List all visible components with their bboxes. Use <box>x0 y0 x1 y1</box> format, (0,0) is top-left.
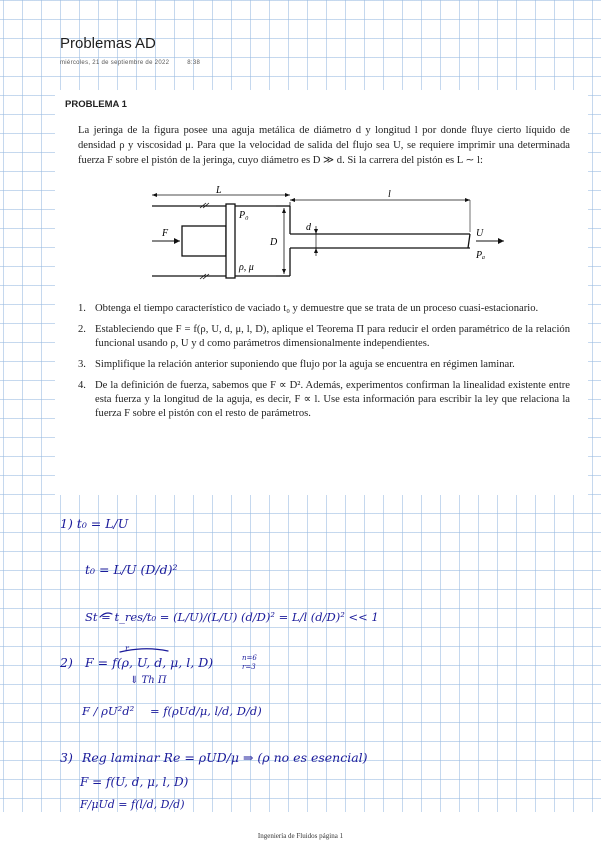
task-item: 2. Estableciendo que F = f(ρ, U, d, μ, l, D), aplique el Teorema Π para reducir el orden paramétrico de la relación funcional usando ρ, U y d como parámetros dimensionalmente independientes. <box>78 324 570 349</box>
hw-line-7-label: 3) <box>60 750 73 765</box>
hw-line-4-sup2: r=3 <box>242 663 256 671</box>
hw-line-6-rhs: = f(ρUd/μ, l/d, D/d) <box>150 704 262 718</box>
page-title: Problemas AD <box>60 35 156 52</box>
page-footer: Ingeniería de Fluidos página 1 <box>257 832 344 840</box>
hw-line-8: F = f(U, d, μ, l, D) <box>80 775 189 789</box>
hw-line-4-sup: n=6 <box>242 654 257 662</box>
label-F: F <box>162 228 169 239</box>
label-L: L <box>216 186 222 196</box>
hw-line-7: Reg laminar Re = ρUD/μ ⇒ (ρ no es esencial) <box>82 750 368 765</box>
task-item: 3. Simplifique la relación anterior suponiendo que flujo por la aguja se encuentra en régimen laminar. <box>78 359 515 370</box>
problem-intro: La jeringa de la figura posee una aguja metálica de diámetro d y longitud l por donde fluye cierto líquido de densidad ρ y viscosidad μ. Para que la velocidad de salida del flujo sea U, se requiere imprimir una determinada fuerza F sobre el pistón de la jeringa, cuyo diámetro es D ≫ d. Si la carrera del pistón es L ∼ l: <box>78 125 570 166</box>
page-date: miércoles, 21 de septiembre de 2022 <box>60 60 170 66</box>
hw-line-6-lhs: F / ρU²d² <box>82 704 135 718</box>
hw-line-4-label: 2) <box>60 655 73 670</box>
label-d: d <box>306 222 311 233</box>
page-time: 8:38 <box>187 60 201 66</box>
label-rho-mu: ρ, μ <box>239 262 254 273</box>
task-item: 1. Obtenga el tiempo característico de vaciado t₀ y demuestre que se trata de un proceso cuasi-estacionario. <box>78 303 539 314</box>
hw-line-5: ⇓ Th Π <box>130 675 167 686</box>
hw-line-3: St = t_res/t₀ = (L/U)/(L/U) (d/D)² = L/l (d/D)² << 1 <box>85 610 379 624</box>
label-l: l <box>388 189 391 200</box>
label-U: U <box>476 228 484 239</box>
label-D: D <box>270 237 278 248</box>
problem-header: PROBLEMA 1 <box>65 99 127 110</box>
label-Po: P₀ <box>239 210 249 221</box>
hw-line-9: F/μUd = f(l/d, D/d) <box>80 798 185 811</box>
hw-line-2: t₀ = L/U (D/d)² <box>85 562 178 577</box>
hw-line-1: 1) t₀ = L/U <box>60 516 129 531</box>
hw-line-4: F = f(ρ, U, d, μ, l, D) <box>85 655 214 670</box>
label-Pa: Pₐ <box>476 250 486 261</box>
hw-line-4-over: r <box>125 644 129 653</box>
task-item: 4. De la definición de fuerza, sabemos que F ∝ D². Además, experimentos confirman la linealidad existente entre esta fuerza y la longitud de la aguja, es decir, F ∝ l. Use esta información para escribir la ley que relaciona la fuerza F sobre el pistón con el resto de parámetros. <box>78 380 570 419</box>
